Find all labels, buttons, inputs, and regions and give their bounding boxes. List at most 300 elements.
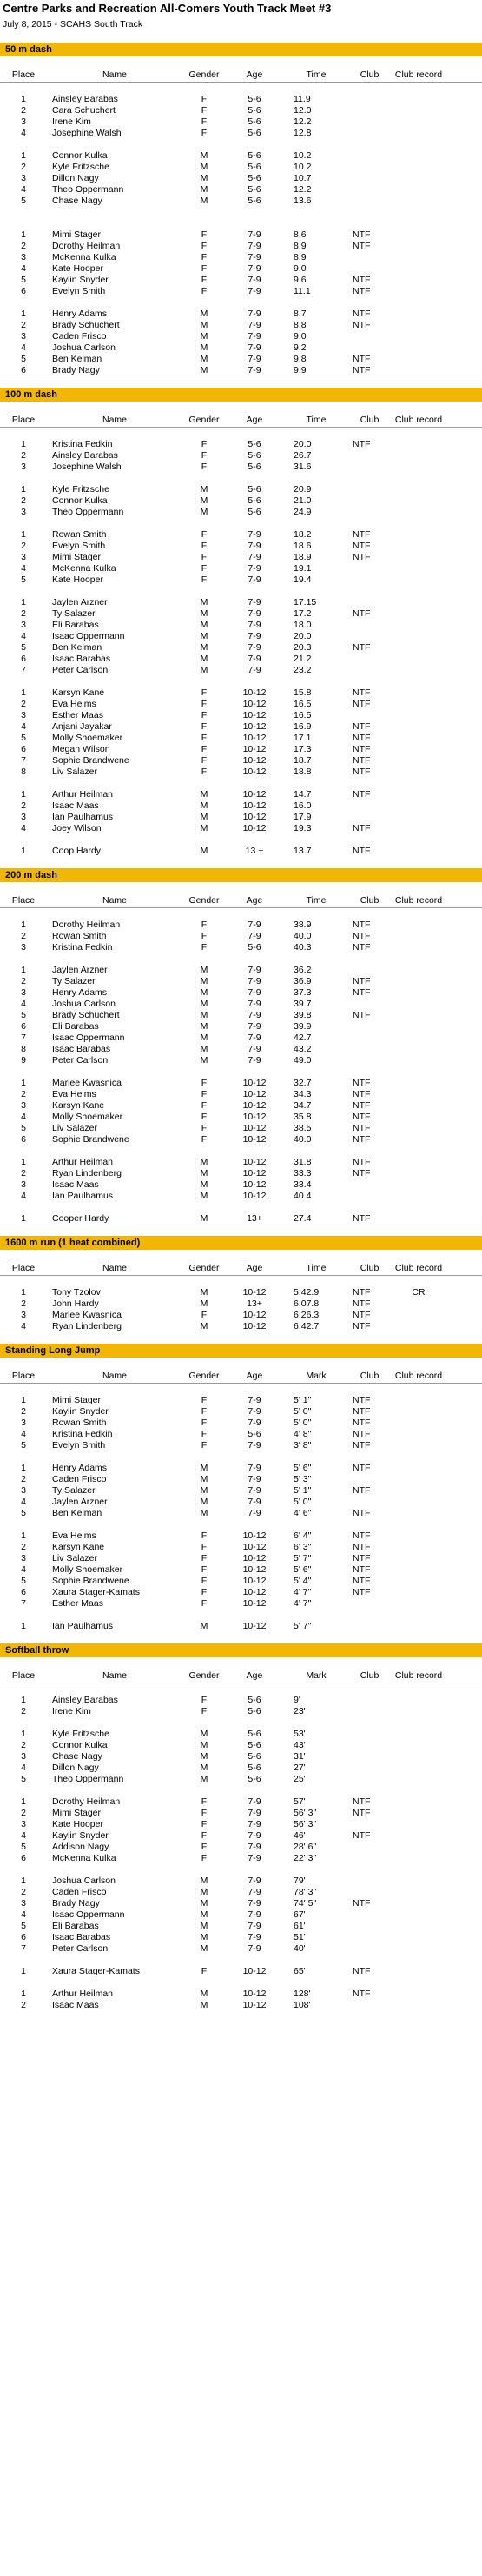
table-row <box>0 733 482 744</box>
heat-spacer <box>0 1683 482 1695</box>
cell-age: 10-12 <box>242 1112 267 1122</box>
table-row <box>0 931 482 942</box>
cell-age: 7-9 <box>248 529 261 540</box>
cell-gender: F <box>201 116 208 127</box>
table-row <box>0 1598 482 1610</box>
cell-age: 7-9 <box>248 309 261 319</box>
cell-club <box>349 1921 390 1932</box>
cell-gender: M <box>200 812 208 822</box>
cell-name: Theo Oppermann <box>52 507 124 517</box>
cell-name: Ben Kelman <box>52 642 102 653</box>
cell-age: 7-9 <box>248 1819 261 1829</box>
cell-result: 39.7 <box>294 999 312 1009</box>
cell-club-record <box>390 687 447 699</box>
cell-gender: M <box>200 1168 208 1178</box>
cell-gender: M <box>200 1876 208 1886</box>
cell-name: Isaac Maas <box>52 800 99 811</box>
heat-spacer <box>0 473 482 484</box>
table-row <box>0 286 482 297</box>
cell-gender: F <box>201 1576 208 1586</box>
cell-name: Ainsley Barabas <box>52 450 118 461</box>
cell-club: NTF <box>353 229 371 240</box>
cell-club: NTF <box>353 1898 371 1909</box>
cell-result: 16.9 <box>294 721 312 732</box>
cell-name: Sophie Brandwene <box>52 1134 129 1145</box>
cell-club: NTF <box>353 789 371 800</box>
cell-place: 6 <box>21 1932 26 1942</box>
cell-place: 3 <box>21 173 26 183</box>
cell-gender: M <box>200 1191 208 1201</box>
table-row <box>0 252 482 263</box>
cell-gender: F <box>201 1440 208 1451</box>
table-row <box>0 541 482 552</box>
cell-gender: F <box>201 733 208 743</box>
cell-gender: M <box>200 484 208 495</box>
cell-age: 10-12 <box>242 2000 267 2010</box>
cell-gender: M <box>200 1485 208 1496</box>
cell-club: NTF <box>353 733 371 743</box>
cell-name: Ty Salazer <box>52 976 96 986</box>
cell-result: 9' <box>294 1695 300 1705</box>
cell-club <box>349 184 390 196</box>
cell-result: 128' <box>294 1988 311 1999</box>
cell-gender: M <box>200 1497 208 1507</box>
cell-name: Ryan Lindenberg <box>52 1168 122 1178</box>
table-header <box>0 1261 482 1276</box>
cell-gender: M <box>200 608 208 619</box>
header-gender: Gender <box>188 415 220 425</box>
cell-age: 5-6 <box>248 1429 261 1439</box>
cell-result: 79' <box>294 1876 306 1886</box>
header-club-record: Club record <box>394 1371 443 1381</box>
cell-gender: F <box>201 128 208 138</box>
header-club: Club <box>360 1670 380 1681</box>
cell-name: McKenna Kulka <box>52 252 116 262</box>
header-gender: Gender <box>188 1263 220 1273</box>
cell-club: NTF <box>353 687 371 698</box>
cell-age: 7-9 <box>248 552 261 562</box>
cell-club-record <box>390 450 447 461</box>
table-row <box>0 275 482 286</box>
table-row <box>0 1021 482 1032</box>
cell-club <box>349 1621 390 1632</box>
cell-place: 3 <box>21 1310 26 1320</box>
cell-place: 1 <box>21 1078 26 1088</box>
cell-club-record <box>390 286 447 297</box>
table-row <box>0 1796 482 1808</box>
header-name: Name <box>102 1263 127 1273</box>
table-row <box>0 1089 482 1100</box>
table-row <box>0 999 482 1010</box>
table-row <box>0 1729 482 1740</box>
cell-club-record <box>390 812 447 823</box>
spacer <box>0 376 482 388</box>
table-row <box>0 631 482 642</box>
cell-club-record <box>390 495 447 507</box>
cell-club: NTF <box>353 1134 371 1145</box>
cell-place: 2 <box>21 1887 26 1897</box>
cell-club-record <box>390 1564 447 1576</box>
cell-club-record <box>390 1310 447 1321</box>
cell-gender: F <box>201 450 208 461</box>
cell-age: 10-12 <box>242 710 267 720</box>
header-club-record: Club record <box>394 415 443 425</box>
cell-club-record <box>390 642 447 654</box>
cell-gender: M <box>200 1298 208 1309</box>
cell-age: 7-9 <box>248 608 261 619</box>
cell-place: 4 <box>21 1321 26 1331</box>
cell-club-record <box>390 150 447 162</box>
cell-name: Evelyn Smith <box>52 1440 106 1451</box>
cell-result: 27' <box>294 1763 306 1773</box>
cell-age: 5-6 <box>248 1740 261 1750</box>
cell-gender: F <box>201 241 208 251</box>
cell-place: 1 <box>21 965 26 975</box>
table-row <box>0 1406 482 1417</box>
cell-gender: M <box>200 309 208 319</box>
cell-club-record <box>390 1010 447 1021</box>
cell-place: 2 <box>21 162 26 172</box>
cell-name: Henry Adams <box>52 309 108 319</box>
table-row <box>0 1763 482 1774</box>
cell-name: Karsyn Kane <box>52 1100 105 1111</box>
cell-gender: M <box>200 320 208 330</box>
cell-name: Isaac Barabas <box>52 654 111 664</box>
cell-club-record <box>390 331 447 342</box>
cell-gender: F <box>201 1100 208 1111</box>
cell-club: NTF <box>353 931 371 941</box>
cell-club: NTF <box>353 942 371 953</box>
table-row <box>0 2000 482 2011</box>
cell-age: 5-6 <box>248 116 261 127</box>
cell-age: 7-9 <box>248 1898 261 1909</box>
cell-name: Dillon Nagy <box>52 1763 99 1773</box>
cell-result: 12.2 <box>294 116 312 127</box>
table-row <box>0 608 482 620</box>
cell-gender: M <box>200 1729 208 1739</box>
cell-name: Irene Kim <box>52 116 91 127</box>
cell-gender: M <box>200 823 208 833</box>
cell-result: 9.0 <box>294 331 307 342</box>
cell-result: 33.3 <box>294 1168 312 1178</box>
cell-name: Josephine Walsh <box>52 461 122 472</box>
cell-club-record <box>390 1157 447 1168</box>
cell-gender: M <box>200 999 208 1009</box>
cell-club-record <box>390 1429 447 1440</box>
cell-gender: F <box>201 1406 208 1417</box>
header-name: Name <box>102 1371 127 1381</box>
cell-club: NTF <box>353 1564 371 1575</box>
cell-name: Ty Salazer <box>52 608 96 619</box>
cell-club <box>349 1853 390 1864</box>
table-row <box>0 1706 482 1717</box>
table-row <box>0 1310 482 1321</box>
cell-age: 7-9 <box>248 331 261 342</box>
cell-age: 7-9 <box>248 1406 261 1417</box>
cell-result: 11.9 <box>294 94 311 104</box>
cell-club <box>349 631 390 642</box>
table-row <box>0 461 482 473</box>
cell-place: 2 <box>21 320 26 330</box>
cell-result: 8.8 <box>294 320 307 330</box>
table-row <box>0 1553 482 1564</box>
cell-club-record <box>390 529 447 541</box>
cell-name: Cara Schuchert <box>52 105 116 116</box>
cell-name: Arthur Heilman <box>52 1988 114 1999</box>
cell-name: Peter Carlson <box>52 665 109 675</box>
cell-name: Marlee Kwasnica <box>52 1078 122 1088</box>
cell-place: 1 <box>21 439 26 449</box>
cell-club-record <box>390 1763 447 1774</box>
cell-place: 2 <box>21 1808 26 1818</box>
cell-result: 46' <box>294 1830 306 1841</box>
cell-result: 37.3 <box>294 987 312 998</box>
table-row <box>0 1213 482 1225</box>
cell-age: 5-6 <box>248 1774 261 1784</box>
cell-club-record <box>390 1751 447 1763</box>
cell-club-record <box>390 1497 447 1508</box>
cell-place: 2 <box>21 1740 26 1750</box>
cell-club-record <box>390 1474 447 1485</box>
cell-club: NTF <box>353 823 371 833</box>
cell-club: NTF <box>353 1298 371 1309</box>
spacer <box>0 1250 482 1261</box>
cell-result: 6' 4" <box>294 1530 312 1541</box>
cell-result: 38.5 <box>294 1123 312 1133</box>
cell-club <box>349 1474 390 1485</box>
event-title: 1600 m run (1 heat combined) <box>0 1236 482 1250</box>
cell-result: 5' 1" <box>294 1485 312 1496</box>
header-name: Name <box>102 895 127 906</box>
table-row <box>0 800 482 812</box>
spacer <box>0 1632 482 1643</box>
cell-place: 6 <box>21 1853 26 1863</box>
cell-club-record <box>390 552 447 563</box>
cell-place: 2 <box>21 976 26 986</box>
cell-name: Mimi Stager <box>52 229 102 240</box>
cell-gender: F <box>201 1808 208 1818</box>
cell-name: Tony Tzolov <box>52 1287 101 1298</box>
cell-result: 5' 4" <box>294 1576 312 1586</box>
cell-club-record <box>390 365 447 376</box>
cell-club: NTF <box>353 286 371 296</box>
cell-gender: M <box>200 1932 208 1942</box>
cell-name: Arthur Heilman <box>52 789 114 800</box>
heat-spacer <box>0 1202 482 1213</box>
cell-result: 56' 3" <box>294 1819 317 1829</box>
cell-age: 5-6 <box>248 1706 261 1716</box>
cell-name: Connor Kulka <box>52 150 108 161</box>
cell-club-record <box>390 1298 447 1310</box>
cell-name: Chase Nagy <box>52 1751 102 1762</box>
cell-name: Jaylen Arzner <box>52 597 108 607</box>
table-row <box>0 654 482 665</box>
cell-age: 10-12 <box>242 1100 267 1111</box>
cell-age: 7-9 <box>248 1044 261 1054</box>
cell-result: 8.7 <box>294 309 307 319</box>
cell-club-record <box>390 1621 447 1632</box>
cell-age: 10-12 <box>242 1587 267 1597</box>
cell-gender: F <box>201 755 208 766</box>
cell-result: 56' 3" <box>294 1808 317 1818</box>
cell-gender: M <box>200 1474 208 1484</box>
table-row <box>0 1842 482 1853</box>
cell-club: NTF <box>353 309 371 319</box>
table-row <box>0 1055 482 1066</box>
cell-club: NTF <box>353 1112 371 1122</box>
cell-result: 36.2 <box>294 965 312 975</box>
cell-age: 10-12 <box>242 1089 267 1099</box>
cell-age: 5-6 <box>248 128 261 138</box>
cell-result: 78' 3" <box>294 1887 317 1897</box>
cell-age: 13+ <box>247 1213 262 1224</box>
cell-gender: F <box>201 744 208 754</box>
cell-gender: F <box>201 252 208 262</box>
cell-name: Kate Hooper <box>52 263 103 274</box>
table-row <box>0 1988 482 2000</box>
table-row <box>0 1157 482 1168</box>
cell-club <box>349 1032 390 1044</box>
cell-name: Peter Carlson <box>52 1055 109 1066</box>
event-title: 200 m dash <box>0 868 482 882</box>
cell-club <box>349 800 390 812</box>
cell-place: 1 <box>21 1796 26 1807</box>
cell-name: Dorothy Heilman <box>52 920 121 930</box>
cell-name: Liv Salazer <box>52 767 97 777</box>
header-result: Time <box>306 895 327 906</box>
cell-age: 7-9 <box>248 1395 261 1405</box>
cell-place: 1 <box>21 920 26 930</box>
table-row <box>0 1123 482 1134</box>
cell-gender: M <box>200 1287 208 1298</box>
header-age: Age <box>246 70 263 80</box>
cell-result: 19.3 <box>294 823 312 833</box>
cell-result: 26.7 <box>294 450 312 461</box>
table-row <box>0 1921 482 1932</box>
header-place: Place <box>11 895 36 906</box>
cell-age: 5-6 <box>248 105 261 116</box>
cell-club: NTF <box>353 1321 371 1331</box>
cell-gender: F <box>201 920 208 930</box>
cell-club-record <box>390 1887 447 1898</box>
cell-place: 1 <box>21 1530 26 1541</box>
heat-spacer <box>0 218 482 229</box>
heat-spacer <box>0 1451 482 1463</box>
cell-club-record <box>390 1842 447 1853</box>
page-title: Centre Parks and Recreation All-Comers Youth Track Meet #3 <box>3 2 332 15</box>
cell-place: 3 <box>21 252 26 262</box>
cell-club-record <box>390 563 447 574</box>
cell-age: 7-9 <box>248 1853 261 1863</box>
cell-place: 8 <box>21 1044 26 1054</box>
table-row <box>0 744 482 755</box>
cell-place: 5 <box>21 354 26 364</box>
cell-age: 10-12 <box>242 1123 267 1133</box>
cell-result: 17.9 <box>294 812 312 822</box>
table-row <box>0 1695 482 1706</box>
cell-name: Kyle Fritzsche <box>52 484 109 495</box>
cell-name: Ty Salazer <box>52 1485 96 1496</box>
cell-place: 6 <box>21 365 26 375</box>
cell-name: Dorothy Heilman <box>52 241 121 251</box>
cell-gender: F <box>201 942 208 953</box>
cell-result: 16.0 <box>294 800 312 811</box>
cell-club-record <box>390 620 447 631</box>
cell-name: Isaac Barabas <box>52 1932 111 1942</box>
cell-age: 10-12 <box>242 1530 267 1541</box>
cell-club <box>349 484 390 495</box>
cell-gender: F <box>201 1819 208 1829</box>
header-club: Club <box>360 1263 380 1273</box>
table-row <box>0 987 482 999</box>
table-row <box>0 699 482 710</box>
cell-age: 7-9 <box>248 574 261 585</box>
cell-gender: M <box>200 1321 208 1331</box>
cell-name: Caden Frisco <box>52 1887 107 1897</box>
cell-name: Anjani Jayakar <box>52 721 112 732</box>
cell-gender: F <box>201 229 208 240</box>
cell-gender: F <box>201 461 208 472</box>
cell-age: 7-9 <box>248 1463 261 1473</box>
cell-club: NTF <box>353 275 371 285</box>
cell-club-record <box>390 1576 447 1587</box>
cell-club-record <box>390 1729 447 1740</box>
cell-age: 7-9 <box>248 1485 261 1496</box>
cell-club-record <box>390 1179 447 1191</box>
cell-age: 7-9 <box>248 252 261 262</box>
table-row <box>0 574 482 586</box>
cell-place: 1 <box>21 1966 26 1976</box>
table-row <box>0 1463 482 1474</box>
cell-name: Liv Salazer <box>52 1553 97 1564</box>
cell-age: 10-12 <box>242 1191 267 1201</box>
cell-club: NTF <box>353 1576 371 1586</box>
cell-place: 3 <box>21 507 26 517</box>
cell-club: NTF <box>353 1010 371 1020</box>
cell-gender: M <box>200 654 208 664</box>
cell-club <box>349 1497 390 1508</box>
cell-gender: M <box>200 1763 208 1773</box>
cell-gender: F <box>201 1134 208 1145</box>
cell-club: NTF <box>353 1429 371 1439</box>
cell-club-record <box>390 1112 447 1123</box>
cell-age: 7-9 <box>248 654 261 664</box>
header-result: Time <box>306 1263 327 1273</box>
cell-club-record <box>390 631 447 642</box>
table-row <box>0 1032 482 1044</box>
header-club: Club <box>360 1371 380 1381</box>
cell-result: 67' <box>294 1909 306 1920</box>
cell-club <box>349 1021 390 1032</box>
table-row <box>0 721 482 733</box>
cell-gender: M <box>200 1988 208 1999</box>
cell-result: 12.0 <box>294 105 312 116</box>
cell-result: 18.2 <box>294 529 312 540</box>
cell-club-record <box>390 1440 447 1451</box>
cell-name: Molly Shoemaker <box>52 1112 123 1122</box>
cell-club-record <box>390 665 447 676</box>
cell-gender: F <box>201 105 208 116</box>
cell-gender: F <box>201 767 208 777</box>
cell-result: 5' 0" <box>294 1497 312 1507</box>
cell-name: McKenna Kulka <box>52 563 116 574</box>
cell-result: 34.3 <box>294 1089 312 1099</box>
cell-club <box>349 1909 390 1921</box>
cell-club: NTF <box>353 1395 371 1405</box>
cell-age: 7-9 <box>248 1474 261 1484</box>
cell-place: 4 <box>21 1909 26 1920</box>
cell-gender: M <box>200 495 208 506</box>
